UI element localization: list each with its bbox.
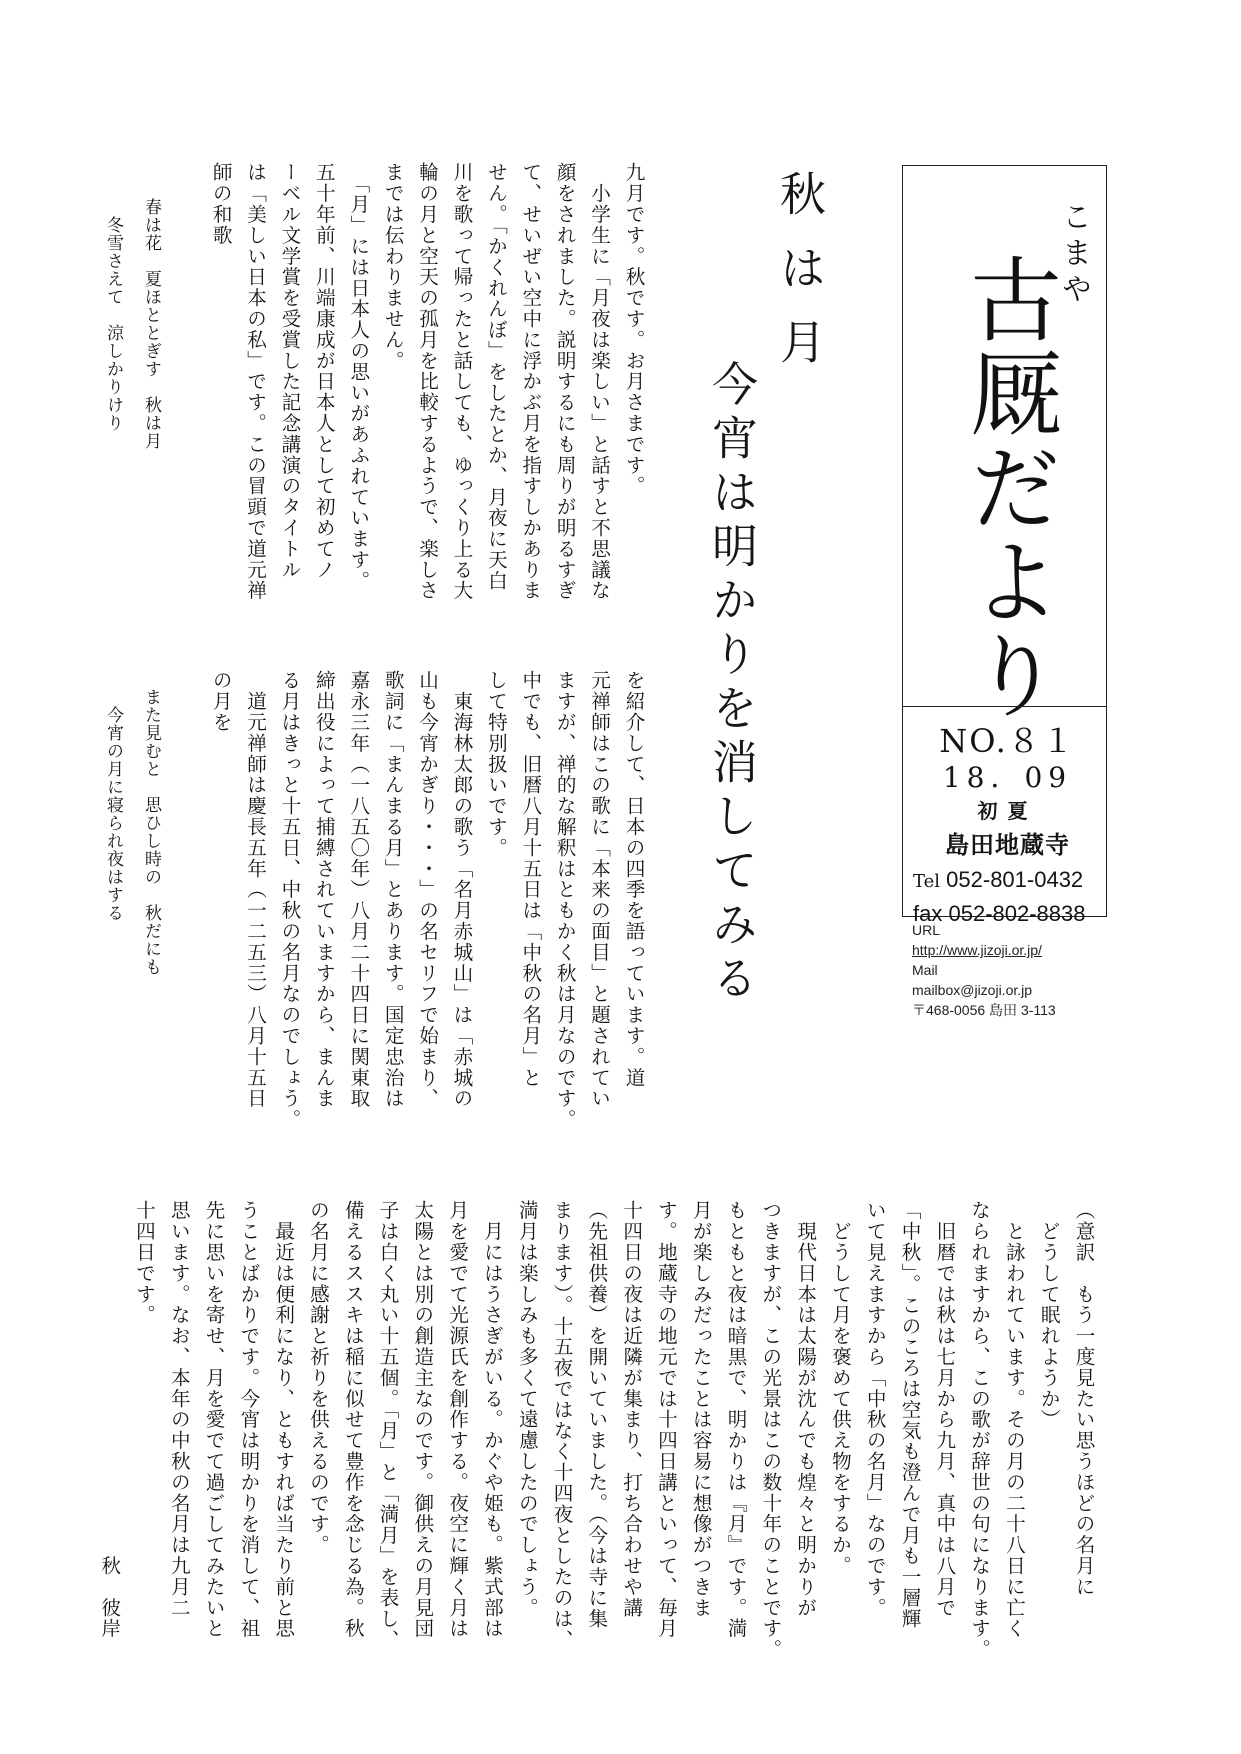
mail-label: Mail [912,962,938,978]
issue-date: 18．09 [942,761,1073,794]
masthead-box [902,165,1107,926]
phone-number: 052-801-0432 [946,867,1084,892]
article-top-block: 九月です。秋です。お月さまです。 小学生に「月夜は楽しい」と話すと不思議な 顔をされました。説明するにも周りが明るすぎ て、せいぜい空中に浮かぶ月を指すしかありま せん。「かくれんぼ」をしたとか、月夜に天白 川を歌って帰ったと話しても、ゆっくり上る大 輪の月と空天の孤月を比較するようで、楽しさ までは伝わりません。 「月」には日本人の思いがあふれています。 五十年前、川端康成が日本人として初めてノ ーベル文学賞を受賞した記念講演のタイトル は「美しい日本の私」です。この冒頭で道元禅 師の和歌 [209,162,645,601]
postal-address: 〒468-0056 島田 3-113 [912,1002,1056,1018]
headline-autumn-moon: 秋は月 [773,170,827,392]
contact-info [912,920,1112,1020]
masthead-ruby: こまや [1056,201,1091,309]
article-bottom-block: （意訳 もう一度見たい思うほどの名月に どうして眠れようか） と詠われています。その月の二十八日に亡く なられますから、この歌が辞世の句になります。 旧暦では秋は七月から九月、真中は八月で 「中秋」。このころは空気も澄んで月も一層輝 いて見えますから「中秋の名月」なのです。 どうして月を褒めて供え物をするか。 現代日本は太陽が沈んでも煌々と明かりが つきますが、この光景はこの数十年のことです。 もともと夜は暗黒で、明かりは『月』です。満 月が楽しみだったことは容易に想像がつきま す。地蔵寺の地元では十四日講といって、毎月 十四日の夜は近隣が集まり、打ち合わせや講 （先祖供養）を開いていました。（今は寺に集 まります）。十五夜ではなく十四夜としたのは、 満月は楽しみも多くて遠慮したのでしょう。 月にはうさぎがいる。かぐや姫も。紫式部は 月を愛でて光源氏を創作する。夜空に輝く月は 太陽とは別の創造主なのです。御供えの月見団 子は白く丸い十五個。「月」と「満月」を表し、 備えるススキは稲に似せて豊作を念じる為。秋 の名月に感謝と祈りを供えるのです。 最近は便利になり、ともすれば当たり前と思 うことばかりです。今宵は明かりを消して、祖 先に思いを寄せ、月を愛でて過ごしてみたいと 思います。なお、本年の中秋の名月は九月二 十四日です。 秋 彼岸 [97,1200,1095,1660]
poem-dogen-moon: また見むと 思ひし時の 秋だにも 今宵の月に寝られ夜はする [103,688,161,976]
website-link[interactable]: http://www.jizoji.or.jp/ [912,942,1042,958]
email-address: mailbox@jizoji.or.jp [912,982,1033,998]
issue-number: NO.８１ [939,722,1076,760]
phone-label: Tel [913,871,941,892]
issue-season: 初夏 [977,799,1038,823]
issue-info [913,721,1102,926]
fax-label: fax [913,901,943,926]
url-label: URL [912,922,941,938]
masthead-divider [903,706,1106,707]
phone-line [913,863,1102,897]
temple-name: 島田地蔵寺 [945,830,1070,859]
headline-tonight: 今宵は明かりを消してみる [705,360,759,1008]
article-middle-block: を紹介して、日本の四季を語っています。道 元禅師はこの歌に「本来の面目」と題されてい ますが、禅的な解釈はともかく秋は月なのです。 中でも、旧暦八月十五日は「中秋の名月」と して特別扱いです。 東海林太郎の歌う「名月赤城山」は「赤城の 山も今宵かぎり・・・」の名セリフで始まり、 歌詞に「まんまる月」とあります。国定忠治は 嘉永三年（一八五〇年）八月二十四日に関東取 締出役によって捕縛されていますから、まんま る月はきっと十五日、中秋の名月なのでしょう。 道元禅師は慶長五年（一二五三）八月十五日 の月を [209,670,645,1130]
poem-dogen-seasons: 春は花 夏ほととぎす 秋は月 冬雪さえて 涼しかりけり [103,198,161,450]
newsletter-title: 古厩だより [955,252,1062,722]
fax-number: 052-802-8838 [948,901,1086,926]
